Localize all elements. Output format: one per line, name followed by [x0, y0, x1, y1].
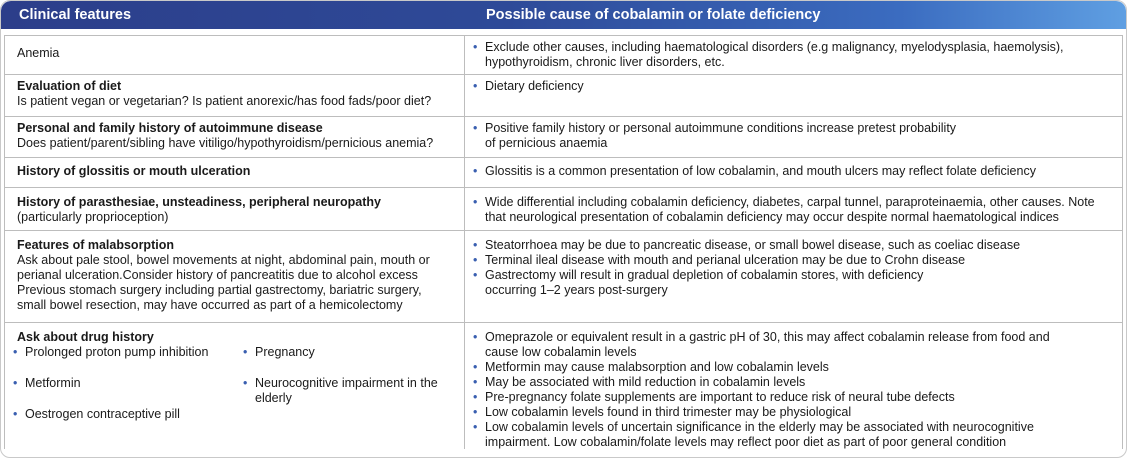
list-item: • Prolonged proton pump inhibition — [13, 345, 209, 359]
bullet-icon: • — [473, 330, 478, 344]
feature-title: Features of malabsorption — [17, 238, 174, 252]
drug-list — [13, 345, 464, 438]
feature-cell — [5, 158, 465, 187]
bullet-icon: • — [473, 79, 478, 93]
bullet-icon: • — [13, 376, 18, 390]
bullet-icon: • — [473, 253, 478, 267]
header-clinical-features: Clinical features — [19, 7, 132, 23]
list-item: • Exclude other causes, including haematological disorders (e.g malignancy, myelodysplasia, haemolysis), hypothyroidism, chronic liver disorders, etc. — [473, 40, 1064, 69]
list-item: • Metformin — [13, 376, 81, 390]
header-possible-cause: Possible cause of cobalamin or folate deficiency — [486, 7, 821, 23]
bullet-icon: • — [473, 405, 478, 419]
bullet-icon: • — [473, 375, 478, 389]
list-item: • Wide differential including cobalamin deficiency, diabetes, carpal tunnel, paraproteinaemia, other causes. Note that neurological presentation of cobalamin deficiency may occur despite normal haematological indices — [473, 195, 1095, 224]
list-item: • Neurocognitive impairment in the elderly — [243, 376, 438, 405]
table-row — [5, 157, 1122, 187]
cause-cell — [465, 188, 1122, 230]
bullet-icon: • — [473, 268, 478, 282]
table-row — [5, 322, 1122, 449]
list-item: • Glossitis is a common presentation of low cobalamin, and mouth ulcers may reflect folate deficiency — [473, 164, 1036, 178]
cause-cell — [465, 75, 1122, 116]
table-row — [5, 116, 1122, 157]
table-body — [4, 35, 1123, 449]
table-row — [5, 74, 1122, 116]
cause-cell — [465, 117, 1122, 157]
bullet-icon: • — [243, 376, 248, 390]
table-header — [1, 1, 1126, 29]
list-item: • Positive family history or personal autoimmune conditions increase pretest probability of pernicious anaemia — [473, 121, 957, 150]
feature-text: (particularly proprioception) — [17, 210, 169, 224]
feature-text: Anemia — [17, 46, 60, 60]
bullet-icon: • — [473, 238, 478, 252]
feature-title: Ask about drug history — [17, 330, 154, 344]
list-item: • Pre-pregnancy folate supplements are important to reduce risk of neural tube defects — [473, 390, 955, 404]
feature-text: Is patient vegan or vegetarian? Is patient anorexic/has food fads/poor diet? — [17, 94, 432, 108]
feature-cell — [5, 117, 465, 157]
feature-title: History of glossitis or mouth ulceration — [17, 164, 251, 178]
feature-text: Previous stomach surgery including partial gastrectomy, bariatric surgery, small bowel resection, may have occurred as part of a hemicolectomy — [17, 283, 422, 312]
feature-text: Does patient/parent/sibling have vitiligo/hypothyroidism/pernicious anemia? — [17, 136, 434, 150]
list-item: • Omeprazole or equivalent result in a gastric pH of 30, this may affect cobalamin release from food and cause low cobalamin levels — [473, 330, 1050, 359]
feature-title: Personal and family history of autoimmune disease — [17, 121, 323, 135]
list-item: • Oestrogen contraceptive pill — [13, 407, 180, 421]
cause-cell — [465, 36, 1122, 74]
table-row — [5, 36, 1122, 74]
bullet-icon: • — [473, 40, 478, 54]
list-item: • Terminal ileal disease with mouth and perianal ulceration may be due to Crohn disease — [473, 253, 966, 267]
list-item: • Low cobalamin levels found in third trimester may be physiological — [473, 405, 852, 419]
bullet-icon: • — [243, 345, 248, 359]
list-item: • Gastrectomy will result in gradual depletion of cobalamin stores, with deficiency occurring 1–2 years post-surgery — [473, 268, 924, 297]
feature-cell — [5, 231, 465, 322]
bullet-icon: • — [473, 164, 478, 178]
bullet-icon: • — [13, 407, 18, 421]
bullet-icon: • — [473, 360, 478, 374]
cause-cell — [465, 323, 1122, 449]
feature-cell — [5, 188, 465, 230]
list-item: • Metformin may cause malabsorption and low cobalamin levels — [473, 360, 829, 374]
bullet-icon: • — [473, 420, 478, 434]
list-item: • Steatorrhoea may be due to pancreatic disease, or small bowel disease, such as coeliac disease — [473, 238, 1021, 252]
table-row — [5, 230, 1122, 322]
feature-title: Evaluation of diet — [17, 79, 122, 93]
list-item: • Low cobalamin levels of uncertain significance in the elderly may be associated with neurocognitive impairment. Low cobalamin/folate levels may reflect poor diet as part of poor general condition — [473, 420, 1034, 449]
list-item: • Pregnancy — [243, 345, 315, 359]
bullet-icon: • — [473, 195, 478, 209]
feature-cell — [5, 75, 465, 116]
list-item: • Dietary deficiency — [473, 79, 584, 93]
cause-cell — [465, 158, 1122, 187]
list-item: • May be associated with mild reduction in cobalamin levels — [473, 375, 806, 389]
bullet-icon: • — [473, 121, 478, 135]
table-row — [5, 187, 1122, 230]
cause-cell — [465, 231, 1122, 322]
feature-text: Ask about pale stool, bowel movements at night, abdominal pain, mouth or perianal ulceration.Consider history of pancreatitis due to alcohol excess — [17, 253, 430, 282]
feature-cell — [5, 36, 465, 74]
feature-title: History of parasthesiae, unsteadiness, peripheral neuropathy — [17, 195, 381, 209]
feature-cell — [5, 323, 465, 449]
bullet-icon: • — [13, 345, 18, 359]
bullet-icon: • — [473, 390, 478, 404]
